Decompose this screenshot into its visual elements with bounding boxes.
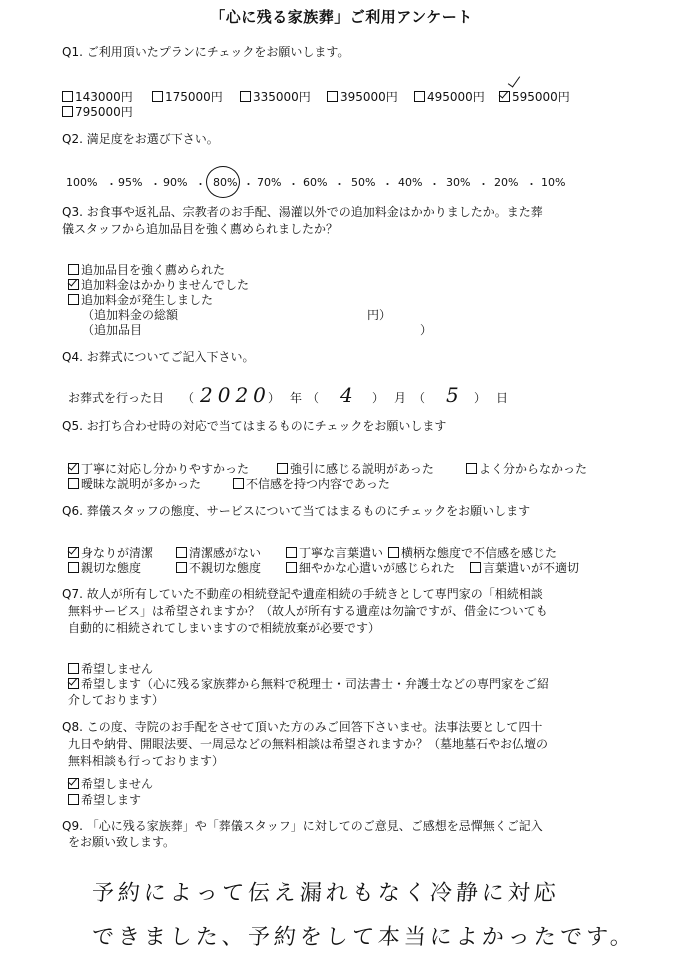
q1-question: Q1. ご利用頂いたプランにチェックをお願いします。 bbox=[62, 45, 350, 59]
q9-question-line2: をお願い致します。 bbox=[68, 835, 176, 849]
checkbox-icon bbox=[176, 547, 187, 558]
q3-items-label: （追加品目 bbox=[82, 323, 143, 337]
checkbox-icon bbox=[414, 91, 425, 102]
q1-option-335000[interactable]: 335000円 bbox=[240, 89, 311, 105]
q2-40[interactable]: 40% bbox=[398, 176, 423, 189]
q8-question-line1: Q8. この度、寺院のお手配をさせて頂いた方のみご回答下さいませ。法事法要として四十 bbox=[62, 720, 543, 734]
checkbox-icon bbox=[327, 91, 338, 102]
q4-year-value[interactable]: 2020 bbox=[200, 383, 271, 407]
q5-option-unclear[interactable]: よく分からなかった bbox=[466, 461, 587, 477]
q1-option-795000[interactable]: 795000円 bbox=[62, 104, 133, 120]
q3-option-extra-charged[interactable]: 追加料金が発生しました bbox=[68, 292, 213, 308]
checkbox-icon bbox=[62, 106, 73, 117]
q3-option-no-extra[interactable]: 追加料金はかかりませんでした bbox=[68, 277, 249, 293]
q2-30[interactable]: 30% bbox=[446, 176, 471, 189]
checkbox-icon bbox=[466, 463, 477, 474]
q9-question-line1: Q9. 「心に残る家族葬」や「葬儀スタッフ」に対してのご意見、ご感想を忌憚無くご記入 bbox=[62, 819, 543, 833]
q2-sep: ・ bbox=[195, 178, 206, 191]
q5-option-polite[interactable]: 丁寧に対応し分かりやすかった bbox=[68, 461, 249, 477]
q2-sep: ・ bbox=[478, 178, 489, 191]
q4-year-unit: 年 bbox=[290, 391, 303, 405]
q3-question-line1: Q3. お食事や返礼品、宗教者のお手配、湯灌以外での追加料金はかかりましたか。また葬 bbox=[62, 205, 543, 219]
q6-option-unkind[interactable]: 不親切な態度 bbox=[176, 560, 261, 576]
q3-total-unit: 円） bbox=[367, 308, 392, 322]
checked-checkbox-icon bbox=[68, 678, 79, 689]
q4-day-value[interactable]: 5 bbox=[446, 383, 459, 407]
q3-items-close: ） bbox=[420, 323, 433, 337]
q2-50[interactable]: 50% bbox=[351, 176, 376, 189]
q2-80[interactable]: 80% bbox=[213, 176, 238, 189]
q6-option-attentive[interactable]: 細やかな心遣いが感じられた bbox=[286, 560, 455, 576]
q8-option-yes[interactable]: 希望します bbox=[68, 792, 141, 808]
checked-checkbox-icon bbox=[68, 279, 79, 290]
q1-option-495000[interactable]: 495000円 bbox=[414, 89, 485, 105]
q6-option-polite-words[interactable]: 丁寧な言葉遣い bbox=[286, 545, 383, 561]
q6-question: Q6. 葬儀スタッフの態度、サービスについて当てはまるものにチェックをお願いします bbox=[62, 504, 531, 518]
q2-sep: ・ bbox=[150, 178, 161, 191]
paren-close: ） bbox=[474, 391, 487, 405]
checkbox-icon bbox=[176, 562, 187, 573]
q4-month-unit: 月 bbox=[394, 391, 407, 405]
q6-option-kind[interactable]: 親切な態度 bbox=[68, 560, 141, 576]
q8-question-line2: 九日や納骨、開眼法要、一周忌などの無料相談は希望されますか？（墓地墓石やお仏壇の bbox=[68, 737, 549, 751]
q7-question-line1: Q7. 故人が所有していた不動産の相続登記や遺産相続の手続きとして専門家の「相続相談 bbox=[62, 587, 543, 601]
q7-question-line2: 無料サービス」は希望されますか？（故人が所有する遺産は勿論ですが、借金についても bbox=[68, 604, 548, 618]
q2-question: Q2. 満足度をお選び下さい。 bbox=[62, 132, 219, 146]
paren-close: ） bbox=[268, 391, 281, 405]
q2-sep: ・ bbox=[243, 178, 254, 191]
paren-open: （ bbox=[307, 391, 320, 405]
q2-sep: ・ bbox=[382, 178, 393, 191]
paren-close: ） bbox=[372, 391, 385, 405]
q5-option-forceful[interactable]: 強引に感じる説明があった bbox=[277, 461, 434, 477]
checkbox-icon bbox=[233, 478, 244, 489]
q3-question-line2: 儀スタッフから追加品目を強く薦められましたか？ bbox=[62, 222, 339, 236]
q6-option-clean[interactable]: 身なりが清潔 bbox=[68, 545, 153, 561]
q2-90[interactable]: 90% bbox=[163, 176, 188, 189]
q4-date-label: お葬式を行った日 bbox=[68, 391, 165, 405]
page-title: 「心に残る家族葬」ご利用アンケート bbox=[210, 8, 473, 26]
checkbox-icon bbox=[68, 478, 79, 489]
q4-month-value[interactable]: 4 bbox=[340, 383, 353, 407]
q4-question: Q4. お葬式についてご記入下さい。 bbox=[62, 350, 255, 364]
q6-option-arrogant[interactable]: 横柄な態度で不信感を感じた bbox=[388, 545, 557, 561]
checkbox-icon bbox=[470, 562, 481, 573]
q8-question-line3: 無料相談も行っております） bbox=[68, 754, 225, 768]
checkbox-icon bbox=[286, 547, 297, 558]
checkbox-icon bbox=[68, 264, 79, 275]
q9-handwritten-answer-line1[interactable]: 予約によって伝え漏れもなく冷静に対応 bbox=[90, 881, 561, 906]
q2-60[interactable]: 60% bbox=[303, 176, 328, 189]
paren-open: （ bbox=[413, 391, 426, 405]
checked-checkbox-icon bbox=[68, 463, 79, 474]
q5-option-distrust[interactable]: 不信感を持つ内容であった bbox=[233, 476, 390, 492]
checked-checkbox-icon bbox=[68, 778, 79, 789]
q6-option-rude-words[interactable]: 言葉遣いが不適切 bbox=[470, 560, 579, 576]
q2-sep: ・ bbox=[288, 178, 299, 191]
q3-total-label: （追加料金の総額 bbox=[82, 308, 179, 322]
hand-check-mark-icon bbox=[508, 73, 520, 87]
q2-sep: ・ bbox=[429, 178, 440, 191]
q7-option-yes-cont: 介しております） bbox=[68, 693, 165, 707]
q1-option-175000[interactable]: 175000円 bbox=[152, 89, 223, 105]
q7-question-line3: 自動的に相続されてしまいますので相続放棄が必要です） bbox=[68, 621, 381, 635]
checkbox-icon bbox=[68, 294, 79, 305]
checkbox-icon bbox=[277, 463, 288, 474]
q9-handwritten-answer-line2[interactable]: できました、予約をして本当によかったです。 bbox=[90, 925, 637, 950]
paren-open: （ bbox=[182, 391, 195, 405]
q7-option-yes[interactable]: 希望します（心に残る家族葬から無料で税理士・司法書士・弁護士などの専門家をご紹 bbox=[68, 676, 549, 692]
q2-70[interactable]: 70% bbox=[257, 176, 282, 189]
checkbox-icon bbox=[68, 663, 79, 674]
q1-option-595000[interactable]: 595000円 bbox=[499, 89, 570, 105]
q5-question: Q5. お打ち合わせ時の対応で当てはまるものにチェックをお願いします bbox=[62, 419, 447, 433]
selection-circle-icon bbox=[206, 166, 240, 198]
q2-20[interactable]: 20% bbox=[494, 176, 519, 189]
q4-day-unit: 日 bbox=[496, 391, 509, 405]
q1-option-395000[interactable]: 395000円 bbox=[327, 89, 398, 105]
checkbox-icon bbox=[68, 794, 79, 805]
q2-10[interactable]: 10% bbox=[541, 176, 566, 189]
q8-option-no[interactable]: 希望しません bbox=[68, 776, 153, 792]
checkbox-icon bbox=[240, 91, 251, 102]
checkbox-icon bbox=[68, 562, 79, 573]
q6-option-unclean[interactable]: 清潔感がない bbox=[176, 545, 261, 561]
checkbox-icon bbox=[62, 91, 73, 102]
q2-95[interactable]: 95% bbox=[118, 176, 143, 189]
q3-option-strong-recommend[interactable]: 追加品目を強く薦められた bbox=[68, 262, 225, 278]
q5-option-vague[interactable]: 曖昧な説明が多かった bbox=[68, 476, 201, 492]
q2-100[interactable]: 100% bbox=[66, 176, 98, 189]
q2-sep: ・ bbox=[106, 178, 117, 191]
checkbox-icon bbox=[152, 91, 163, 102]
checkbox-icon bbox=[286, 562, 297, 573]
q7-option-no[interactable]: 希望しません bbox=[68, 661, 153, 677]
checked-checkbox-icon bbox=[68, 547, 79, 558]
q2-sep: ・ bbox=[526, 178, 537, 191]
q1-option-143000[interactable]: 143000円 bbox=[62, 89, 133, 105]
checked-checkbox-icon bbox=[499, 91, 510, 102]
checkbox-icon bbox=[388, 547, 399, 558]
q2-sep: ・ bbox=[334, 178, 345, 191]
